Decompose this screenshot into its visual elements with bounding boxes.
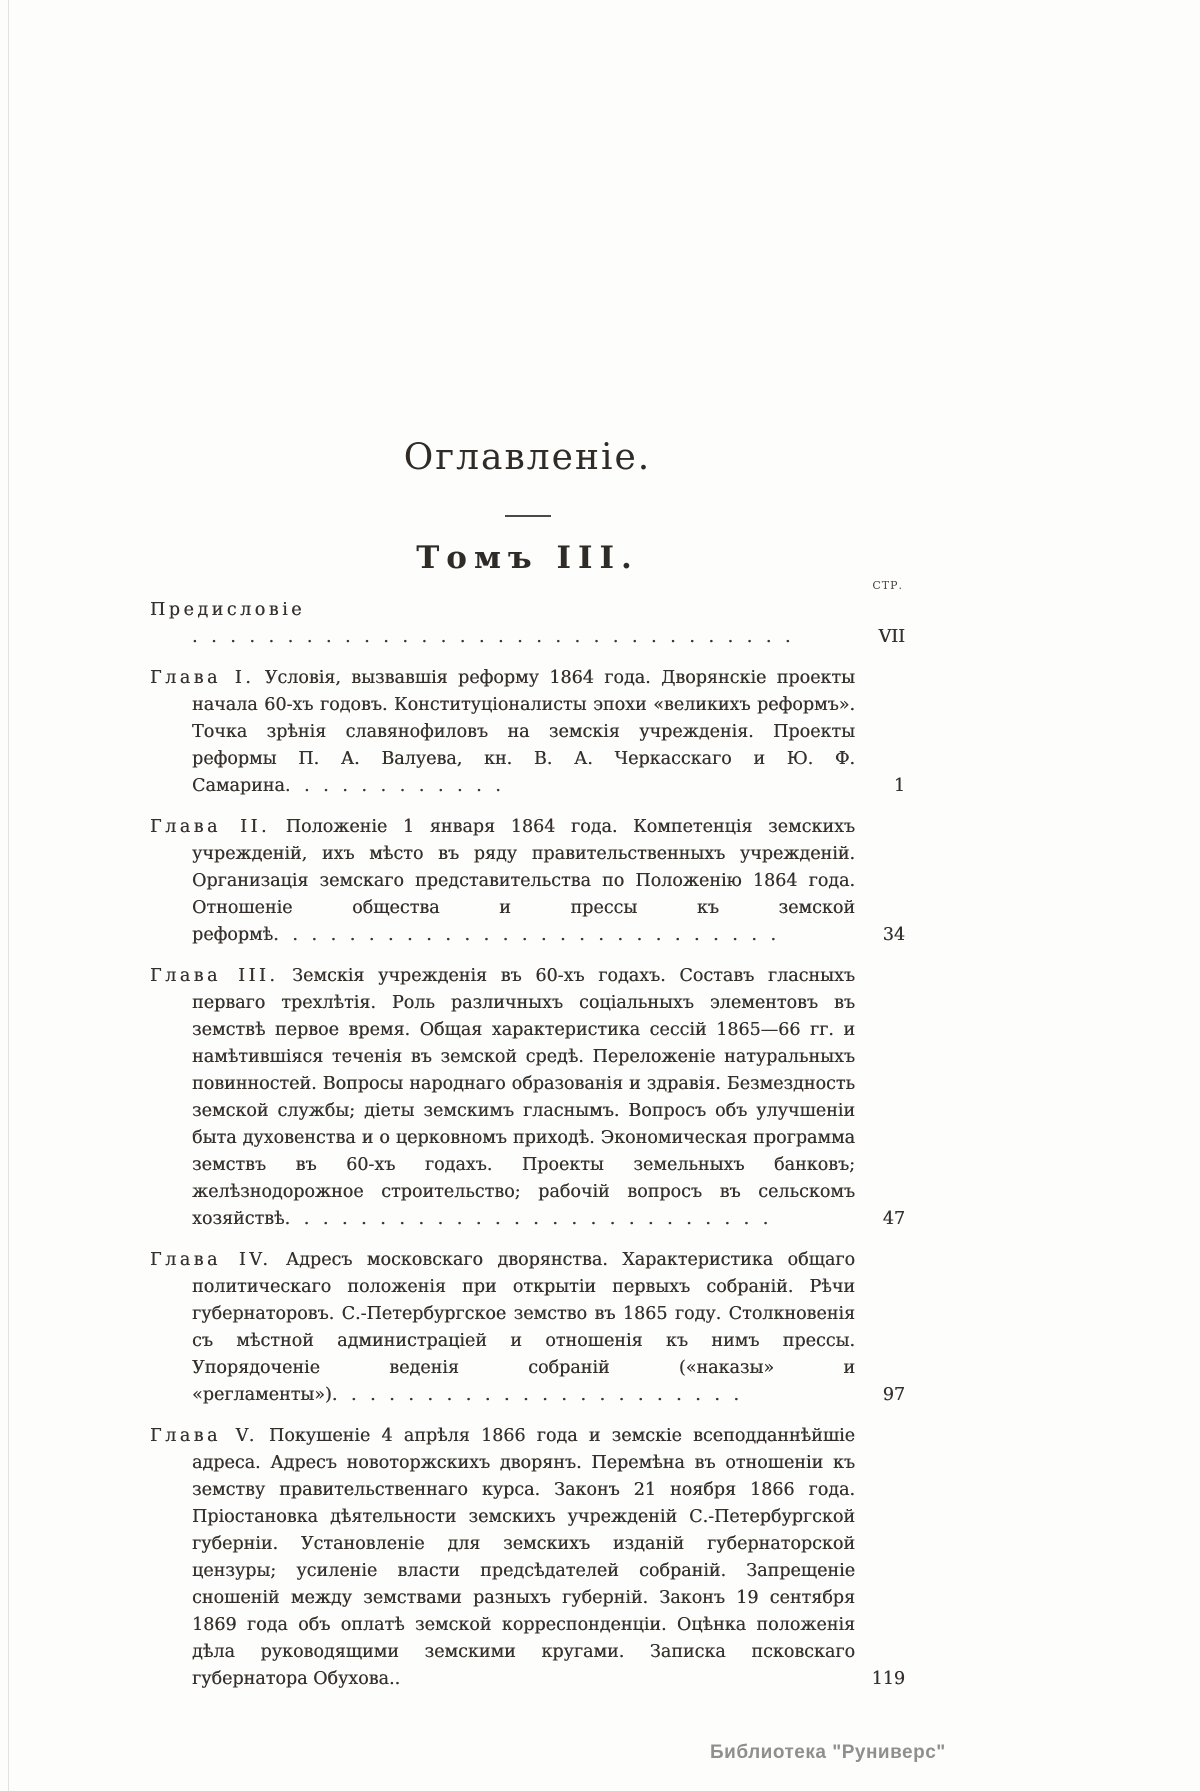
toc-entry-body: Покушеніе 4 апрѣля 1866 года и земскіе всеподданнѣйшіе адреса. Адресъ новоторжскихъ дворянъ. Перемѣна въ отношеніи къ земству правительственнаго курса. Законъ 21 ноября 1866 года. Пріостановка дѣятельности земскихъ учрежденій С.-Петербургской губерніи. Установленіе для земскихъ изданій губернаторской цензуры; усиленіе власти предсѣдателей собраній. Запрещеніе сношеній между земствами разныхъ губерній. Законъ 19 сентября 1869 года объ оплатѣ земской корреспонденціи. Оцѣнка положенія дѣла руководящими земскими кругами. Записка псковскаго губернатора Обухова. <box>192 1426 855 1689</box>
toc-page-number: 119 <box>864 1666 905 1693</box>
toc-entry-text <box>150 665 855 800</box>
toc-entry-heading: Глава V. <box>150 1426 258 1446</box>
toc-entry-heading: Глава II. <box>150 817 271 837</box>
toc-page-number: 34 <box>875 922 905 949</box>
toc-page-number: 47 <box>875 1206 905 1233</box>
toc-entry-body: Земскія учрежденія въ 60-хъ годахъ. Составъ гласныхъ перваго трехлѣтія. Роль различныхъ соціальныхъ элементовъ въ земствѣ первое время. Общая характеристика сессій 1865—66 гг. и намѣтившіяся теченія въ земской средѣ. Переложеніе натуральныхъ повинностей. Вопросы народнаго образованія и здравія. Безмездность земской службы; діеты земскимъ гласнымъ. Вопросъ объ улучшеніи быта духовенства и о церковномъ приходѣ. Экономическая программа земствъ въ 60-хъ годахъ. Проекты земельныхъ банковъ; желѣзнодорожное строительство; рабочій вопросъ въ сельскомъ хозяйствѣ <box>192 966 855 1229</box>
toc-leader-dots: . . . . . . . . . . . . . . . . . . . . . . . . . . . <box>273 925 780 945</box>
toc-entry-heading: Глава IV. <box>150 1250 272 1270</box>
toc-entry-preface <box>150 597 905 651</box>
toc-leader-dots: . . . . . . . . . . . . . . . . . . . . . . . . . . . . . . . . <box>192 627 795 647</box>
volume-title: Томъ III. <box>416 540 639 576</box>
toc-leader-dots: . . . . . . . . . . . . . . . . . . . . . . . . . . <box>284 1209 773 1229</box>
library-watermark: Библиотека "Руниверс" <box>710 1742 946 1763</box>
toc-page-number: 1 <box>886 773 905 800</box>
toc-entry-heading: Глава III. <box>150 966 279 986</box>
toc-entry-body: Условія, вызвавшія реформу 1864 года. Дворянскіе проекты начала 60-хъ годовъ. Конституціоналисты эпохи «великихъ реформъ». Точка зрѣнія славянофиловъ на земскія учрежденія. Проекты реформы П. А. Валуева, кн. В. А. Черкасскаго и Ю. Ф. Самарина <box>192 668 855 796</box>
toc-entry-chapter-2 <box>150 814 905 949</box>
toc-entry-chapter-4 <box>150 1247 905 1409</box>
toc-entry-text <box>150 963 855 1233</box>
toc-entry-text <box>150 814 855 949</box>
toc-page-number: 97 <box>875 1382 905 1409</box>
page-title: Оглавленіе. <box>403 437 652 478</box>
toc-entry-body: Адресъ московскаго дворянства. Характеристика общаго политическаго положенія при открытіи первыхъ собраній. Рѣчи губернаторовъ. С.-Петербургское земство въ 1865 году. Столкновенія съ мѣстной администраціей и отношенія къ нимъ прессы. Упорядоченіе веденія собраній («наказы» и «регламенты») <box>192 1250 855 1405</box>
toc-entry-heading: Глава I. <box>150 668 255 688</box>
toc-entry-heading: Предисловіе <box>150 600 306 620</box>
page-column-label: СТР. <box>872 579 903 592</box>
toc-entry-chapter-3 <box>150 963 905 1233</box>
toc-list <box>150 597 905 1693</box>
toc-entry-body: Положеніе 1 января 1864 года. Компетенція земскихъ учрежденій, ихъ мѣсто въ ряду правительственныхъ учрежденій. Организація земскаго представительства по Положенію 1864 года. Отношеніе общества и прессы къ земской реформѣ <box>192 817 856 945</box>
scan-edge-line <box>8 0 9 1791</box>
title-divider <box>505 515 551 517</box>
toc-page-number: VII <box>871 624 905 651</box>
toc-leader-dots: . . . . . . . . . . . . . . . . . . . . . . <box>331 1385 743 1405</box>
toc-entry-chapter-5 <box>150 1423 905 1693</box>
toc-entry-text <box>150 1247 855 1409</box>
toc-leader-dots: . <box>394 1669 405 1689</box>
toc-entry-chapter-1 <box>150 665 905 800</box>
toc-entry-text <box>150 597 855 651</box>
toc-entry-text <box>150 1423 855 1693</box>
toc-leader-dots: . . . . . . . . . . . . <box>284 776 505 796</box>
toc-content <box>150 437 905 1707</box>
